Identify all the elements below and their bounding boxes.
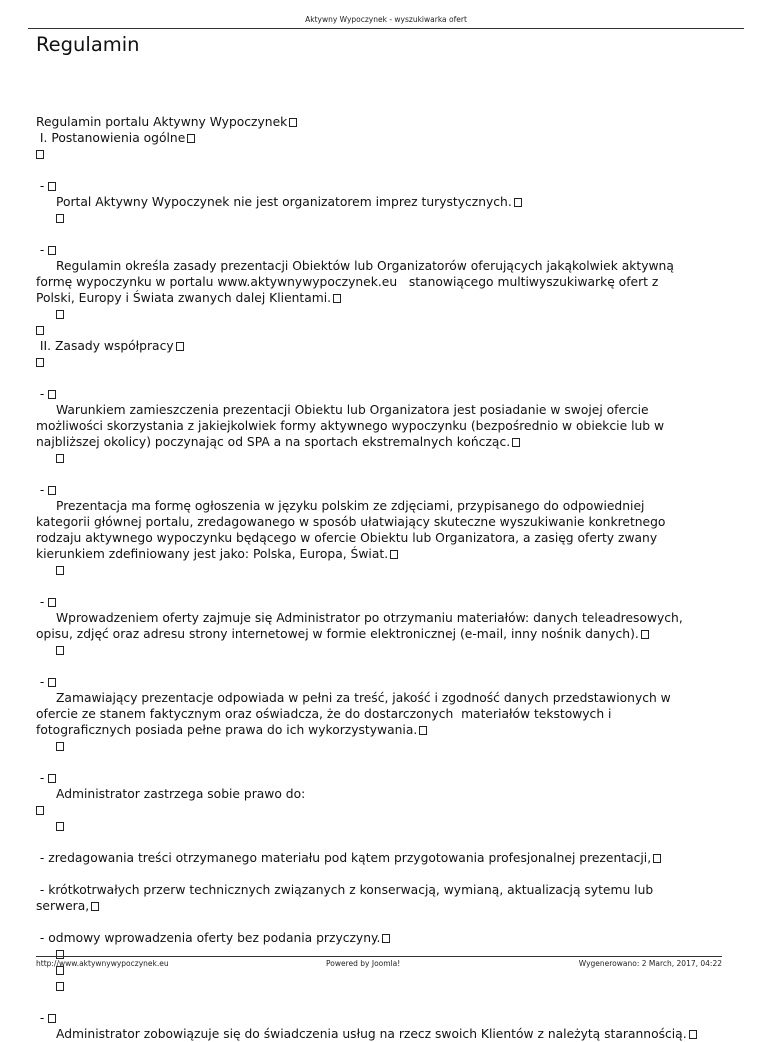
paragraph-line: kierunkiem zdefiniowany jest jako: Polska, Europa, Świat. [36, 546, 720, 562]
empty-line [36, 354, 720, 370]
missing-glyph-icon [56, 214, 64, 223]
missing-glyph-icon [56, 454, 64, 463]
paragraph-line: Administrator zobowiązuje się do świadczenia usług na rzecz swoich Klientów z należytą starannością. [36, 1026, 720, 1042]
paragraph-line: Prezentacja ma formę ogłoszenia w języku polskim ze zdjęciami, przypisanego do odpowiedniej [56, 499, 645, 513]
footer-powered: Powered by Joomla! [326, 959, 401, 968]
missing-glyph-icon [48, 774, 56, 783]
missing-glyph-icon [48, 598, 56, 607]
paragraph-line: ofercie ze stanem faktycznym oraz oświadcza, że do dostarczonych materiałów tekstowych i [36, 707, 612, 721]
paragraph-line: kategorii głównej portalu, zredagowanego w sposób ułatwiający skuteczne wyszukiwanie konkretnego [36, 515, 666, 529]
paragraph-line: możliwości skorzystania z jakiejkolwiek formy aktywnego wypoczynku (bezpośrednio w obiekcie lub w [36, 419, 665, 433]
missing-glyph-icon [514, 198, 522, 207]
empty-line [36, 802, 720, 818]
list-item: - krótkotrwałych przerw technicznych związanych z konserwacją, wymianą, aktualizacją sytemu lub [36, 883, 654, 897]
missing-glyph-icon [56, 982, 64, 991]
paragraph-line: Regulamin określa zasady prezentacji Obiektów lub Organizatorów oferujących jakąkolwiek aktywną [56, 259, 674, 273]
empty-line [36, 322, 720, 338]
list-marker: - [36, 482, 720, 498]
list-marker: - [36, 178, 720, 194]
missing-glyph-icon [289, 118, 297, 127]
empty-line [36, 738, 720, 754]
missing-glyph-icon [56, 566, 64, 575]
list-marker: - [36, 242, 720, 258]
missing-glyph-icon [48, 246, 56, 255]
empty-line [36, 450, 720, 466]
paragraph-line: Zamawiający prezentacje odpowiada w pełni za treść, jakość i zgodność danych przedstawionych w [56, 691, 671, 705]
missing-glyph-icon [36, 358, 44, 367]
empty-line [36, 306, 720, 322]
missing-glyph-icon [176, 342, 184, 351]
missing-glyph-icon [48, 1014, 56, 1023]
footer-url: http://www.aktywnywypoczynek.eu [36, 959, 169, 968]
section-heading: II. Zasady współpracy [36, 338, 720, 354]
list-marker: - [36, 674, 720, 690]
list-item: serwera, [36, 898, 720, 914]
paragraph-line: najbliższej okolicy) poczynając od SPA a na sportach ekstremalnych kończąc. [36, 434, 720, 450]
section-heading: I. Postanowienia ogólne [36, 130, 720, 146]
list-marker: - [36, 594, 720, 610]
missing-glyph-icon [56, 742, 64, 751]
missing-glyph-icon [187, 134, 195, 143]
missing-glyph-icon [36, 326, 44, 335]
paragraph-line: Polski, Europy i Świata zwanych dalej Klientami. [36, 290, 720, 306]
empty-line [36, 562, 720, 578]
missing-glyph-icon [56, 646, 64, 655]
paragraph: Regulamin portalu Aktywny Wypoczynek [36, 114, 720, 130]
missing-glyph-icon [333, 294, 341, 303]
missing-glyph-icon [419, 726, 427, 735]
paragraph-line: rodzaju aktywnego wypoczynku będącego w ofercie Obiektu lub Organizatora, a zasięg oferty zwany [36, 531, 658, 545]
page-title: Regulamin [36, 33, 140, 56]
missing-glyph-icon [48, 182, 56, 191]
missing-glyph-icon [382, 934, 390, 943]
missing-glyph-icon [512, 438, 520, 447]
empty-line [36, 978, 720, 994]
paragraph-line: Warunkiem zamieszczenia prezentacji Obiektu lub Organizatora jest posiadanie w swojej ofercie [56, 403, 649, 417]
list-marker: - [36, 770, 720, 786]
missing-glyph-icon [653, 854, 661, 863]
missing-glyph-icon [48, 390, 56, 399]
missing-glyph-icon [36, 806, 44, 815]
empty-line [36, 818, 720, 834]
missing-glyph-icon [36, 150, 44, 159]
missing-glyph-icon [91, 902, 99, 911]
list-item: - odmowy wprowadzenia oferty bez podania przyczyny. [36, 930, 720, 946]
paragraph: Portal Aktywny Wypoczynek nie jest organizatorem imprez turystycznych. [36, 194, 720, 210]
footer-generated: Wygenerowano: 2 March, 2017, 04:22 [578, 959, 722, 968]
list-item: - zredagowania treści otrzymanego materiału pod kątem przygotowania profesjonalnej prezentacji, [36, 850, 720, 866]
list-marker: - [36, 1010, 720, 1026]
empty-line [36, 642, 720, 658]
missing-glyph-icon [689, 1030, 697, 1039]
page-header [28, 14, 744, 29]
paragraph-line: Wprowadzeniem oferty zajmuje się Administrator po otrzymaniu materiałów: danych teleadresowych, [56, 611, 683, 625]
empty-line [36, 210, 720, 226]
missing-glyph-icon [48, 678, 56, 687]
document-body [36, 114, 720, 1042]
missing-glyph-icon [641, 630, 649, 639]
list-marker: - [36, 386, 720, 402]
header-title: Aktywny Wypoczynek - wyszukiwarka ofert [305, 15, 467, 24]
paragraph-line: formę wypoczynku w portalu www.aktywnywypoczynek.eu stanowiącego multiwyszukiwarkę ofert z [36, 275, 659, 289]
paragraph-line: fotograficznych posiada pełne prawa do ich wykorzystywania. [36, 722, 720, 738]
missing-glyph-icon [56, 310, 64, 319]
missing-glyph-icon [56, 822, 64, 831]
paragraph-line: Administrator zastrzega sobie prawo do: [56, 787, 306, 801]
paragraph-line: opisu, zdjęć oraz adresu strony internetowej w formie elektronicznej (e-mail, inny nośnik danych). [36, 626, 720, 642]
empty-line [36, 146, 720, 162]
missing-glyph-icon [48, 486, 56, 495]
page-footer [36, 956, 722, 969]
missing-glyph-icon [390, 550, 398, 559]
